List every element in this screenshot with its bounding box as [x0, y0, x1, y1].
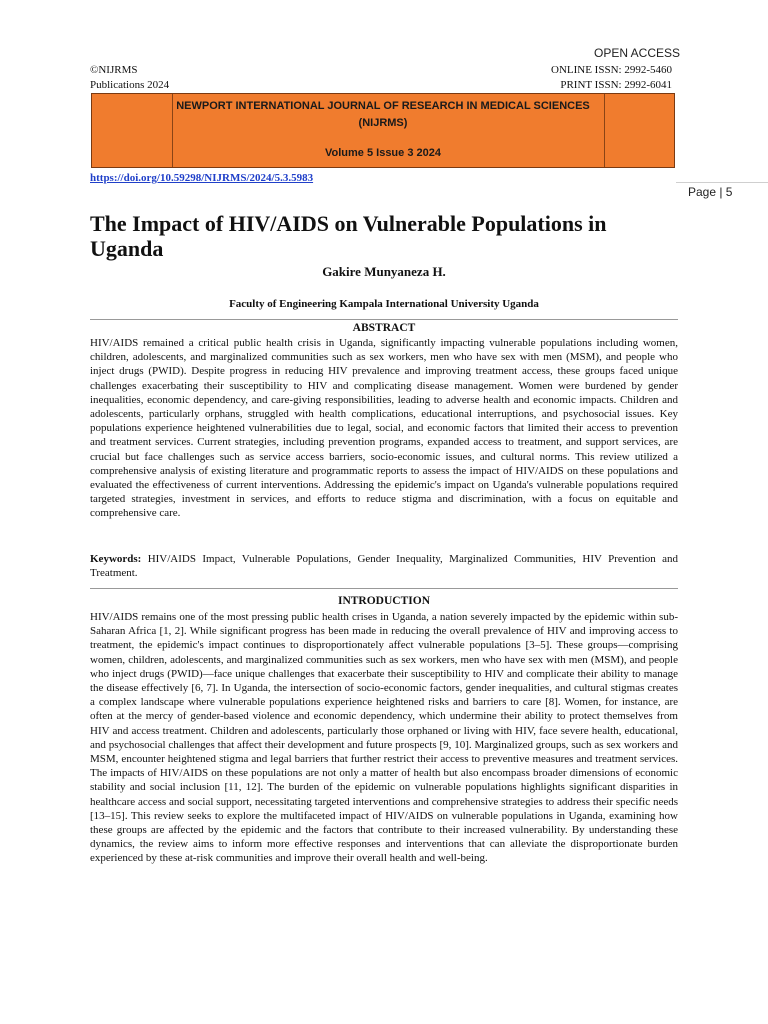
author-name: Gakire Munyaneza H. — [322, 264, 446, 279]
divider — [90, 588, 678, 589]
abstract-text: HIV/AIDS remained a critical public health crisis in Uganda, significantly impacting vulnerable populations including women, children, adolescents, and marginalized communities such as sex workers, men who have sex with men (MSM), and people who inject drugs (PWID). Despite progress in reducing HIV prevalence and improving treatment access, these groups faced unique challenges exacerbating their susceptibility to HIV and complicating disease management. Women were burdened by gender inequalities, economic dependency, and care-giving responsibilities, leading to adverse health and economic impacts. Children and adolescents, particularly orphans, struggled with health complications, educational interruptions, and psychosocial issues. Key populations experience heightened vulnerabilities due to legal, social, and economic factors that limited their access to prevention and treatment services. Current strategies, including prevention programs, expanded access to treatment, and support services, are crucial but face challenges such as service access barriers, socio-economic issues, and cultural norms. This review utilized a comprehensive analysis of existing literature and programmatic reports to assess the impact of HIV/AIDS on these populations and evaluated the effectiveness of current interventions. Addressing the epidemic's impact on Uganda's vulnerable populations required targeted strategies, investment in services, and efforts to reduce stigma and discrimination, with a focus on equitable and comprehensive care. — [90, 337, 678, 520]
journal-volume: Volume 5 Issue 3 2024 — [325, 147, 441, 159]
keywords — [90, 552, 678, 580]
page-number: Page | 5 — [688, 185, 733, 199]
copyright-block — [90, 63, 169, 93]
abstract-heading: ABSTRACT — [352, 322, 416, 334]
divider — [90, 319, 678, 320]
keywords-label: Keywords: — [90, 553, 142, 565]
journal-abbreviation: (NIJRMS) — [358, 117, 408, 129]
banner-text — [92, 98, 674, 162]
introduction-text: HIV/AIDS remains one of the most pressing public health crises in Uganda, a nation severely impacted by the epidemic within sub-Saharan Africa [1, 2]. While significant progress has been made in reducing the overall prevalence of HIV and improving access to treatment, the epidemic's impact continues to disproportionately affect vulnerable populations [3–5]. These groups—comprising women, children, adolescents, and marginalized communities such as sex workers, men who have sex with men (MSM), and people who inject drugs (PWID)—face unique challenges that exacerbate their susceptibility to HIV and complicate their ability to manage the disease effectively [6, 7]. In Uganda, the intersection of socio-economic factors, gender inequalities, and cultural stigmas creates a complex landscape where vulnerable populations experience heightened risks and barriers to care [8]. Women, for instance, are often at the mercy of gender-based violence and economic dependency, which undermine their ability to protect themselves from HIV and access treatment. Children and adolescents, particularly those orphaned or living with HIV, face severe health, educational, and psychosocial challenges that affect their development and future prospects [9, 10]. Marginalized groups, such as sex workers and MSM, encounter heightened stigma and legal barriers that further restrict their access to preventive measures and treatment services. The impacts of HIV/AIDS on these populations are not only a matter of health but also encompass broader dimensions of economic stability and social inclusion [11, 12]. The burden of the epidemic on vulnerable populations highlights significant disparities in healthcare access and social support, necessitating targeted interventions and comprehensive strategies to address their specific needs [13–15]. This review seeks to explore the multifaceted impact of HIV/AIDS on vulnerable populations in Uganda, examining how these groups are affected by the epidemic and the factors that contribute to their increased vulnerability. By understanding these dynamics, the review aims to inform more effective responses and interventions that can alleviate the disproportionate burden experienced by these at-risk communities and improve their overall health and well-being. — [90, 611, 678, 865]
issn-block — [551, 63, 672, 93]
introduction-heading: INTRODUCTION — [337, 595, 430, 607]
publications-year: Publications 2024 — [90, 79, 170, 91]
journal-banner — [91, 93, 675, 168]
doi-link[interactable]: https://doi.org/10.59298/NIJRMS/2024/5.3.5983 — [90, 172, 314, 184]
page-rule — [676, 182, 768, 183]
article-title: The Impact of HIV/AIDS on Vulnerable Populations in Uganda — [90, 211, 607, 261]
copyright-text: ©NIJRMS — [90, 64, 138, 76]
keywords-list: HIV/AIDS Impact, Vulnerable Populations, Gender Inequality, Marginalized Communities, HIV Prevention and Treatment. — [90, 553, 679, 580]
print-issn: PRINT ISSN: 2992-6041 — [560, 79, 672, 91]
author-affiliation: Faculty of Engineering Kampala International University Uganda — [229, 298, 539, 310]
online-issn: ONLINE ISSN: 2992-5460 — [551, 64, 672, 76]
open-access-label: OPEN ACCESS — [594, 46, 681, 60]
journal-name: NEWPORT INTERNATIONAL JOURNAL OF RESEARCH IN MEDICAL SCIENCES — [176, 100, 590, 112]
